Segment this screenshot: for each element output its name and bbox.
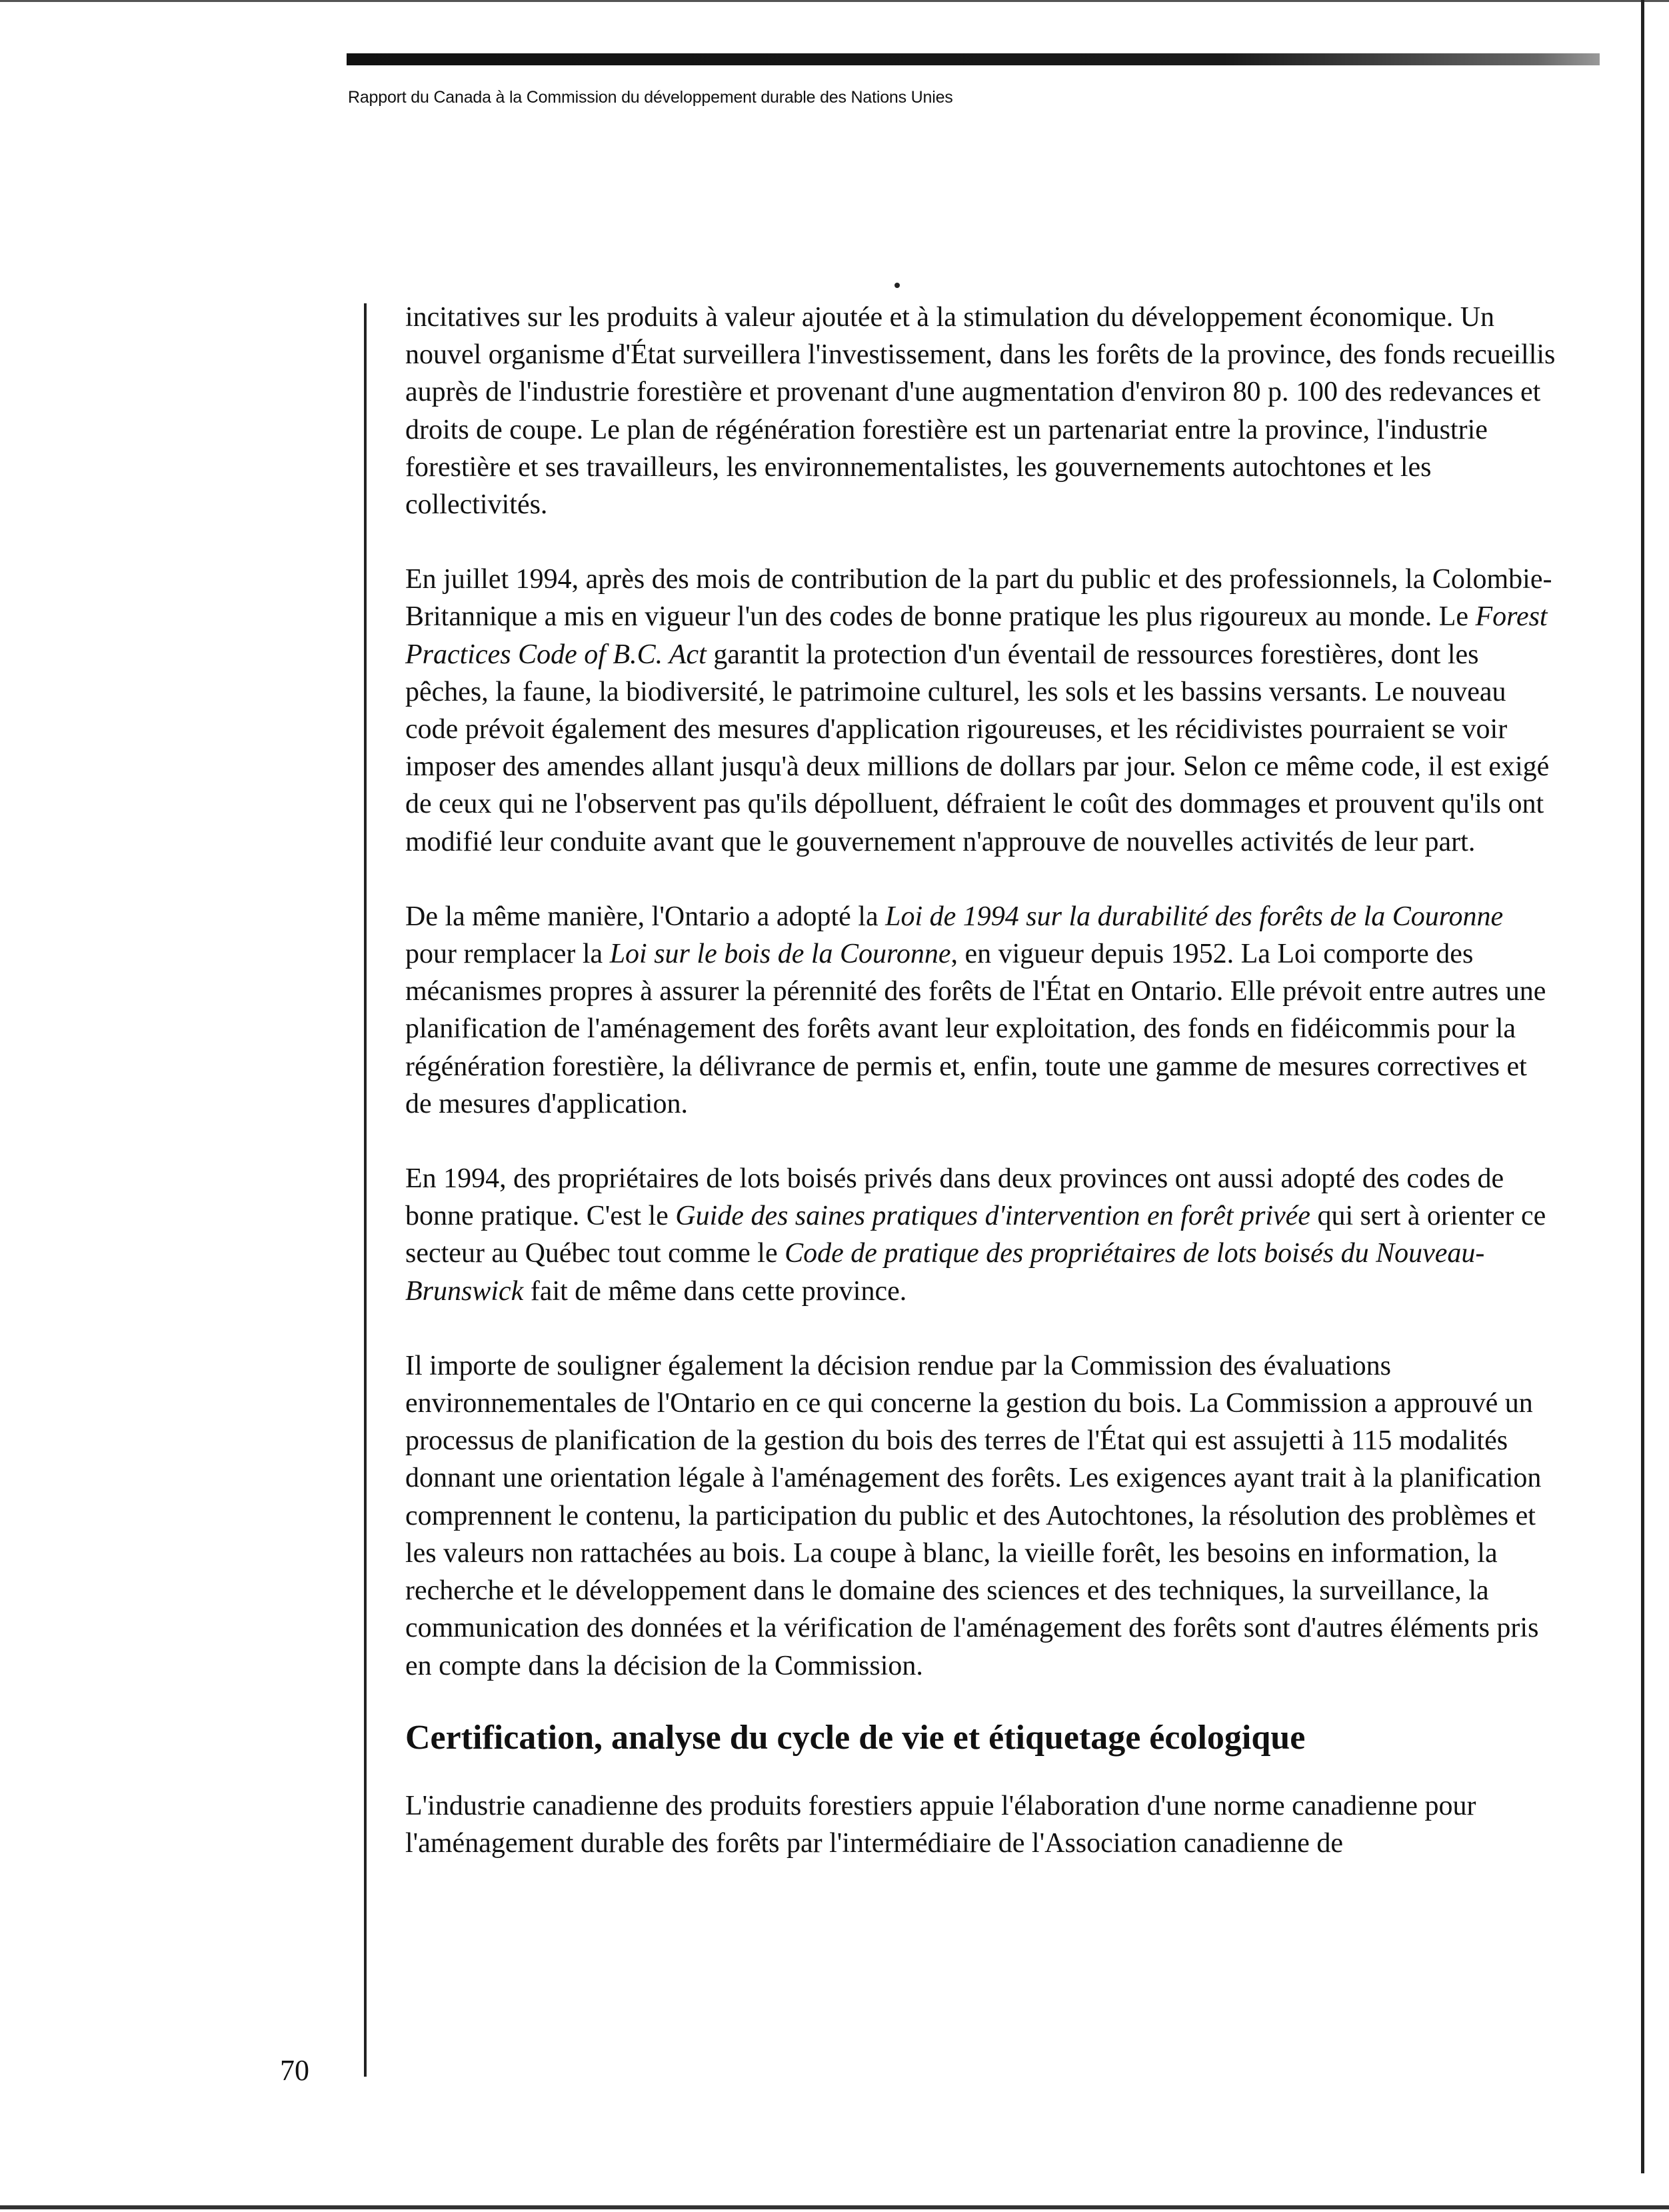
- margin-rule: [364, 303, 367, 2077]
- final-paragraph: L'industrie canadienne des produits forestiers appuie l'élaboration d'une norme canadienne pour l'aménagement durable des forêts par l'intermédiaire de l'Association canadienne de: [405, 1790, 1476, 1859]
- text-run: , en vigueur depuis 1952. La Loi comporte des mécanismes propres à assurer la pérennité des forêts de l'État en Ontario. Elle prévoit entre autres une planification de l'aménagement des forêts avant leur exploitation, des fonds en fidéicommis pour la régénération forestière, la délivrance de permis et, enfin, toute une gamme de mesures correctives et de mesures d'application.: [405, 939, 1546, 1119]
- text-run: incitatives sur les produits à valeur ajoutée et à la stimulation du développement économique. Un nouvel organisme d'État surveillera l'investissement, dans les forêts de la province, des fonds recueillis auprès de l'industrie forestière et provenant d'une augmentation d'environ 80 p. 100 des redevances et droits de coupe. Le plan de régénération forestière est un partenariat entre la province, l'industrie forestière et ses travailleurs, les environnementalistes, les gouvernements autochtones et les collectivités.: [405, 302, 1556, 521]
- text-run: fait de même dans cette province.: [523, 1275, 907, 1307]
- scan-edge-bottom: [0, 2205, 1669, 2209]
- page-number: 70: [280, 2054, 309, 2087]
- italic-title-run: Loi sur le bois de la Couronne: [609, 939, 951, 970]
- text-run: De la même manière, l'Ontario a adopté la: [405, 901, 886, 932]
- text-run: pour remplacer la: [405, 939, 610, 970]
- body-text: [405, 299, 1558, 1899]
- italic-title-run: Loi de 1994 sur la durabilité des forêts de la Couronne: [885, 901, 1504, 932]
- paragraph: [405, 561, 1558, 861]
- text-run: qui sert à orienter ce secteur au Québec tout comme le: [405, 1201, 1546, 1269]
- text-run: En 1994, des propriétaires de lots boisés privés dans deux provinces ont aussi adopté des codes de bonne pratique. C'est le: [405, 1163, 1504, 1232]
- paragraph: [405, 1347, 1558, 1685]
- paragraph: [405, 1160, 1558, 1310]
- text-run: Il importe de souligner également la décision rendue par la Commission des évaluations environnementales de l'Ontario en ce qui concerne la gestion du bois. La Commission a approuvé un processus de planification de la gestion du bois des terres de l'État qui est assujetti à 115 modalités donnant une orientation légale à l'aménagement des forêts. Les exigences ayant trait à la planification comprennent le contenu, la participation du public et des Autochtones, la résolution des problèmes et les valeurs non rattachées au bois. La coupe à blanc, la vieille forêt, les besoins en information, la recherche et le développement dans le domaine des sciences et des techniques, la surveillance, la communication des données et la vérification de l'aménagement des forêts sont d'autres éléments pris en compte dans la décision de la Commission.: [405, 1350, 1542, 1681]
- section-heading: Certification, analyse du cycle de vie et étiquetage écologique: [405, 1718, 1306, 1757]
- scan-edge-right: [1641, 0, 1644, 2173]
- running-header: Rapport du Canada à la Commission du développement durable des Nations Unies: [348, 88, 953, 107]
- text-run: garantit la protection d'un éventail de ressources forestières, dont les pêches, la faune, la biodiversité, le patrimoine culturel, les sols et les bassins versants. Le nouveau code prévoit également des mesures d'application rigoureuses, et les récidivistes pourraient se voir imposer des amendes allant jusqu'à deux millions de dollars par jour. Selon ce même code, il est exigé de ceux qui ne l'observent pas qu'ils dépolluent, défraient le coût des dommages et prouvent qu'ils ont modifié leur conduite avant que le gouvernement n'approuve de nouvelles activités de leur part.: [405, 639, 1550, 857]
- paragraph: [405, 299, 1558, 523]
- scan-speck: [894, 283, 900, 288]
- scan-edge-top: [0, 0, 1669, 2]
- italic-title-run: Forest Practices Code of B.C. Act: [405, 601, 1548, 670]
- italic-title-run: Code de pratique des propriétaires de lots boisés du Nouveau-Brunswick: [405, 1238, 1485, 1307]
- text-run: En juillet 1994, après des mois de contribution de la part du public et des professionnels, la Colombie-Britannique a mis en vigueur l'un des codes de bonne pratique les plus rigoureux au monde. Le: [405, 564, 1552, 633]
- italic-title-run: Guide des saines pratiques d'intervention en forêt privée: [675, 1201, 1310, 1232]
- header-rule: [347, 53, 1600, 65]
- paragraph: [405, 898, 1558, 1123]
